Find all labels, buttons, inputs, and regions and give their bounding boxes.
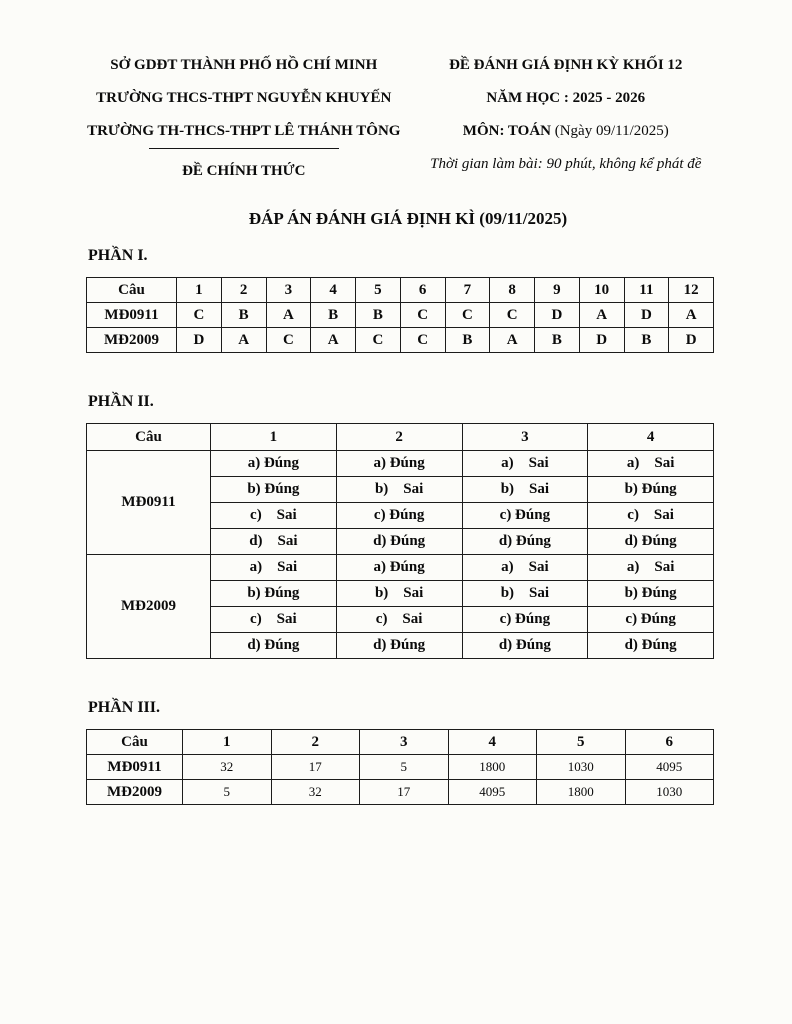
answer-cell: a) Đúng [336,555,462,581]
question-number-cell: 4 [588,424,714,451]
exam-type-line: ĐỀ ĐÁNH GIÁ ĐỊNH KỲ KHỐI 12 [449,57,683,73]
answer-cell: c) Sai [588,503,714,529]
question-number-cell: 4 [311,278,356,303]
exam-code-cell: MĐ2009 [87,328,177,353]
answer-cell: B [356,303,401,328]
part3-answer-table [86,729,714,805]
answer-cell: c) Đúng [336,503,462,529]
answer-cell: A [490,328,535,353]
answer-cell: b) Đúng [211,581,337,607]
part1-row-md0911 [87,303,714,328]
answer-cell: C [400,328,445,353]
answer-cell: d) Đúng [588,529,714,555]
answer-cell: b) Sai [462,477,588,503]
answer-cell: 5 [183,780,272,805]
question-number-cell: 10 [579,278,624,303]
answer-cell: A [669,303,714,328]
answer-cell: d) Sai [211,529,337,555]
answer-cell: C [356,328,401,353]
answer-cell: D [177,328,222,353]
answer-cell: D [624,303,669,328]
answer-cell: 5 [360,755,449,780]
department-name: SỞ GDĐT THÀNH PHỐ HỒ CHÍ MINH [110,57,378,73]
answer-cell: 17 [360,780,449,805]
question-number-cell: 6 [625,730,714,755]
answer-cell: B [221,303,266,328]
document-title: ĐÁP ÁN ĐÁNH GIÁ ĐỊNH KÌ (09/11/2025) [248,209,568,228]
question-number-cell: 12 [669,278,714,303]
answer-cell: A [221,328,266,353]
question-number-cell: 5 [356,278,401,303]
question-number-cell: 6 [400,278,445,303]
cau-header-cell: Câu [87,730,183,755]
answer-cell: d) Đúng [462,529,588,555]
question-number-cell: 5 [537,730,626,755]
answer-cell: b) Sai [462,581,588,607]
answer-cell: D [669,328,714,353]
exam-code-cell: MĐ0911 [87,303,177,328]
answer-cell: d) Đúng [211,633,337,659]
answer-cell: a) Sai [462,451,588,477]
duration-note: Thời gian làm bài: 90 phút, không kể phát đề [430,156,702,172]
part1-answer-table [86,277,714,353]
question-number-cell: 3 [462,424,588,451]
answer-cell: c) Sai [336,607,462,633]
answer-cell: c) Sai [211,607,337,633]
exam-code-cell: MĐ0911 [87,755,183,780]
answer-cell: 32 [183,755,272,780]
answer-cell: c) Đúng [588,607,714,633]
question-number-cell: 1 [211,424,337,451]
subject-name: MÔN: TOÁN [462,123,551,139]
answer-cell: d) Đúng [462,633,588,659]
answer-cell: d) Đúng [336,529,462,555]
question-number-cell: 2 [271,730,360,755]
school-name-le-thanh-tong: TRƯỜNG TH-THCS-THPT LÊ THÁNH TÔNG [87,123,401,139]
answer-cell: C [400,303,445,328]
question-number-cell: 2 [336,424,462,451]
answer-cell: a) Đúng [211,451,337,477]
exam-date: (Ngày 09/11/2025) [554,123,669,139]
answer-cell: a) Sai [588,555,714,581]
cau-header-cell: Câu [87,278,177,303]
part3-row-md0911 [87,755,714,780]
part1-row-md2009 [87,328,714,353]
question-number-cell: 4 [448,730,537,755]
answer-cell: C [177,303,222,328]
answer-cell: b) Đúng [211,477,337,503]
answer-cell: b) Đúng [588,477,714,503]
answer-cell: 1800 [448,755,537,780]
answer-cell: B [624,328,669,353]
document-header [86,56,730,195]
part3-heading: PHẦN III. [88,699,161,716]
answer-cell: B [311,303,356,328]
question-number-cell: 3 [360,730,449,755]
answer-cell: 17 [271,755,360,780]
question-number-cell: 3 [266,278,311,303]
answer-cell: a) Đúng [336,451,462,477]
answer-cell: 32 [271,780,360,805]
answer-cell: 1030 [625,780,714,805]
cau-header-cell: Câu [87,424,211,451]
part2-row [87,555,714,581]
part2-header-row [87,424,714,451]
answer-cell: d) Đúng [336,633,462,659]
answer-cell: c) Sai [211,503,337,529]
school-year-line: NĂM HỌC : 2025 - 2026 [486,90,646,106]
answer-cell: B [535,328,580,353]
answer-cell: b) Sai [336,477,462,503]
exam-code-cell: MĐ0911 [87,451,211,555]
answer-cell: b) Đúng [588,581,714,607]
answer-cell: 4095 [625,755,714,780]
part1-header-row [87,278,714,303]
part2-answer-table [86,423,714,659]
answer-cell: A [266,303,311,328]
answer-cell: A [311,328,356,353]
answer-cell: C [266,328,311,353]
answer-cell: B [445,328,490,353]
part3-header-row [87,730,714,755]
subject-line [402,122,730,141]
question-number-cell: 2 [221,278,266,303]
exam-code-cell: MĐ2009 [87,780,183,805]
answer-cell: c) Đúng [462,607,588,633]
answer-cell: d) Đúng [588,633,714,659]
answer-cell: C [490,303,535,328]
header-right-block [402,56,730,195]
official-exam-label: ĐỀ CHÍNH THỨC [182,163,306,179]
answer-cell: 4095 [448,780,537,805]
answer-cell: A [579,303,624,328]
answer-cell: c) Đúng [462,503,588,529]
exam-code-cell: MĐ2009 [87,555,211,659]
header-left-block [86,56,402,195]
question-number-cell: 1 [177,278,222,303]
answer-cell: b) Sai [336,581,462,607]
part2-heading: PHẦN II. [88,393,154,410]
answer-cell: a) Sai [462,555,588,581]
part1-heading: PHẦN I. [88,247,148,264]
question-number-cell: 7 [445,278,490,303]
question-number-cell: 9 [535,278,580,303]
header-underline-rule [149,148,339,149]
answer-cell: a) Sai [211,555,337,581]
part2-row [87,451,714,477]
question-number-cell: 11 [624,278,669,303]
answer-cell: a) Sai [588,451,714,477]
answer-cell: 1800 [537,780,626,805]
question-number-cell: 8 [490,278,535,303]
answer-cell: D [579,328,624,353]
school-name-nguyen-khuyen: TRƯỜNG THCS-THPT NGUYỄN KHUYẾN [96,90,392,106]
answer-cell: 1030 [537,755,626,780]
answer-cell: D [535,303,580,328]
question-number-cell: 1 [183,730,272,755]
answer-cell: C [445,303,490,328]
part3-row-md2009 [87,780,714,805]
